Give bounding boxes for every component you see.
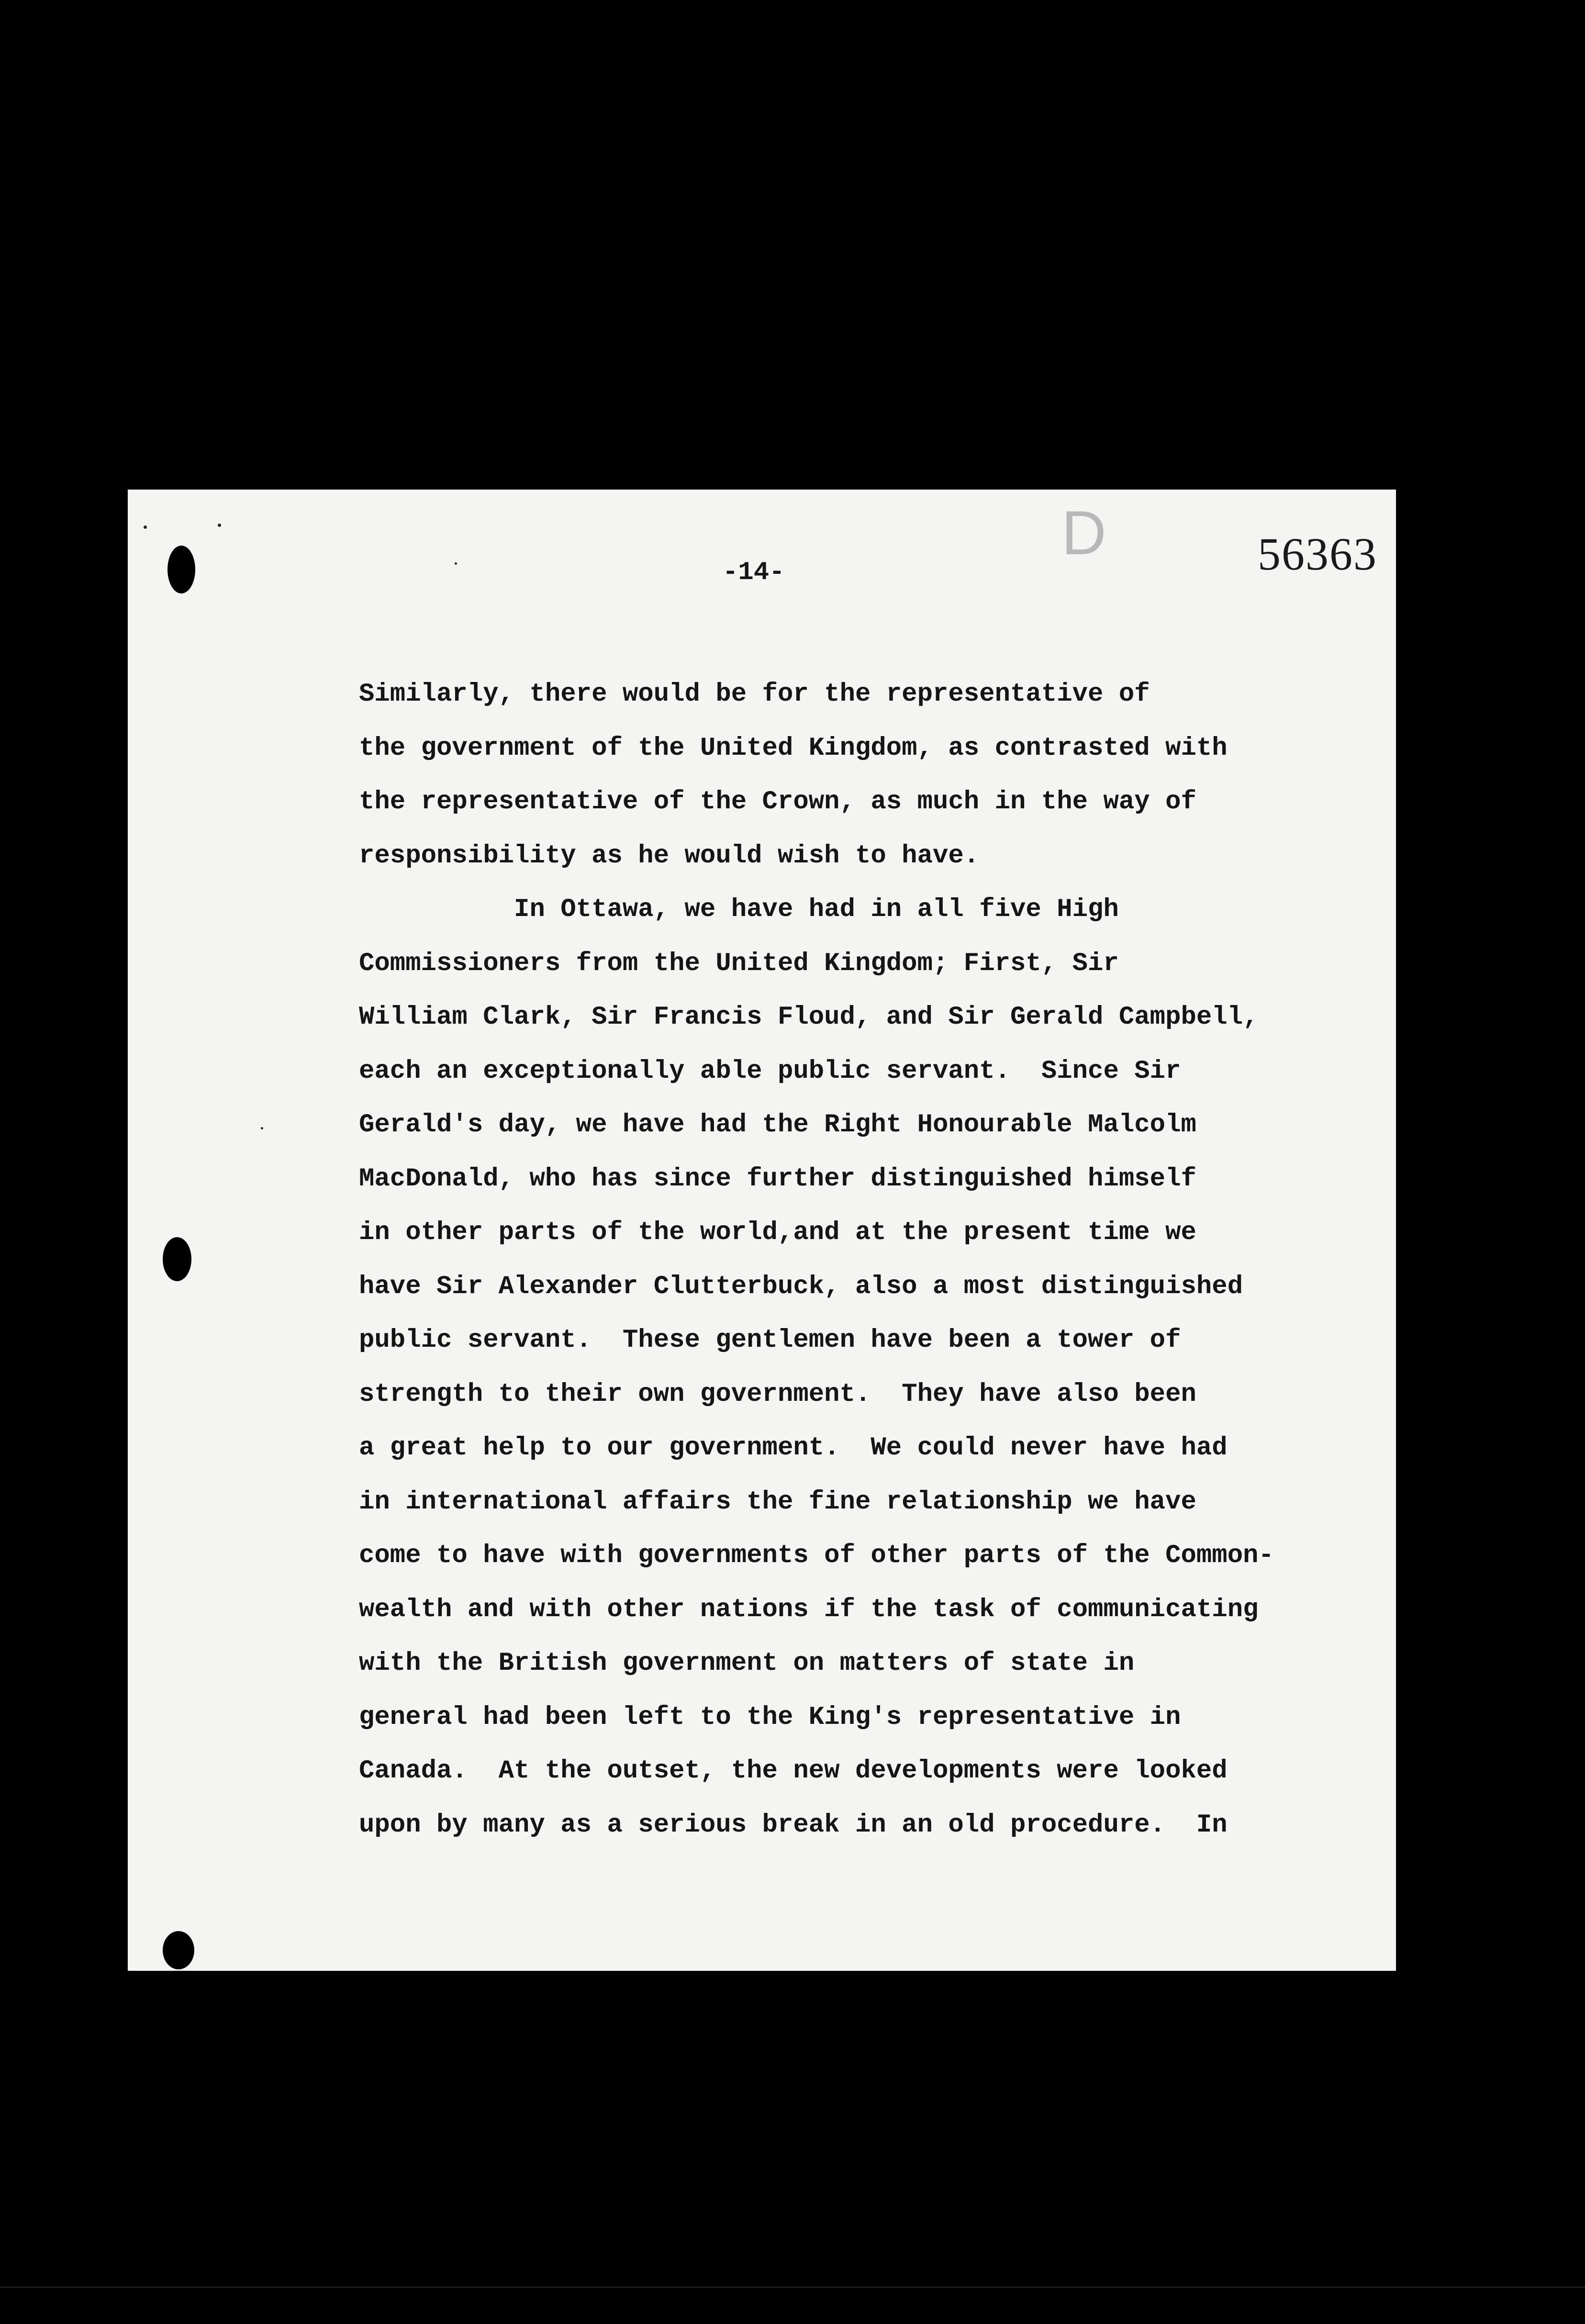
page-number: -14- [723,558,785,587]
text-line: MacDonald, who has since further distinguished himself [359,1164,1196,1194]
punch-hole-top [167,546,195,593]
speck-mark [261,1127,263,1129]
text-line: general had been left to the King's representative in [359,1702,1181,1732]
body-text [359,668,1340,1852]
text-line: the representative of the Crown, as much in the way of [359,787,1196,816]
stamp-letter: D [1061,498,1106,568]
text-line: Commissioners from the United Kingdom; First, Sir [359,949,1119,978]
speck-mark [144,525,147,529]
text-line: with the British government on matters of state in [359,1649,1135,1678]
text-line: the government of the United Kingdom, as contrasted with [359,733,1228,763]
scanner-edge-line [0,2287,1585,2288]
text-line: Similarly, there would be for the representative of [359,680,1150,709]
text-line: in other parts of the world,and at the present time we [359,1218,1196,1247]
text-line: public servant. These gentlemen have been a tower of [359,1326,1181,1355]
text-line: upon by many as a serious break in an old procedure. In [359,1810,1228,1840]
text-line: In Ottawa, we have had in all five High [359,895,1119,924]
text-line: have Sir Alexander Clutterbuck, also a most distinguished [359,1272,1243,1301]
text-line: in international affairs the fine relationship we have [359,1487,1196,1517]
punch-hole-middle [163,1237,191,1281]
punch-hole-bottom [163,1931,194,1969]
text-line: responsibility as he would wish to have. [359,841,980,871]
text-line: each an exceptionally able public servant. Since Sir [359,1056,1181,1086]
text-line: a great help to our government. We could never have had [359,1433,1228,1463]
speck-mark [218,524,221,527]
text-line: wealth and with other nations if the task of communicating [359,1595,1259,1624]
document-number: 56363 [1258,528,1377,580]
text-line: Gerald's day, we have had the Right Honourable Malcolm [359,1110,1196,1140]
text-line: come to have with governments of other parts of the Common- [359,1541,1274,1570]
text-line: William Clark, Sir Francis Floud, and Sir Gerald Campbell, [359,1003,1259,1032]
text-line: Canada. At the outset, the new developments were looked [359,1756,1228,1786]
speck-mark [455,562,457,565]
text-line: strength to their own government. They have also been [359,1379,1196,1409]
